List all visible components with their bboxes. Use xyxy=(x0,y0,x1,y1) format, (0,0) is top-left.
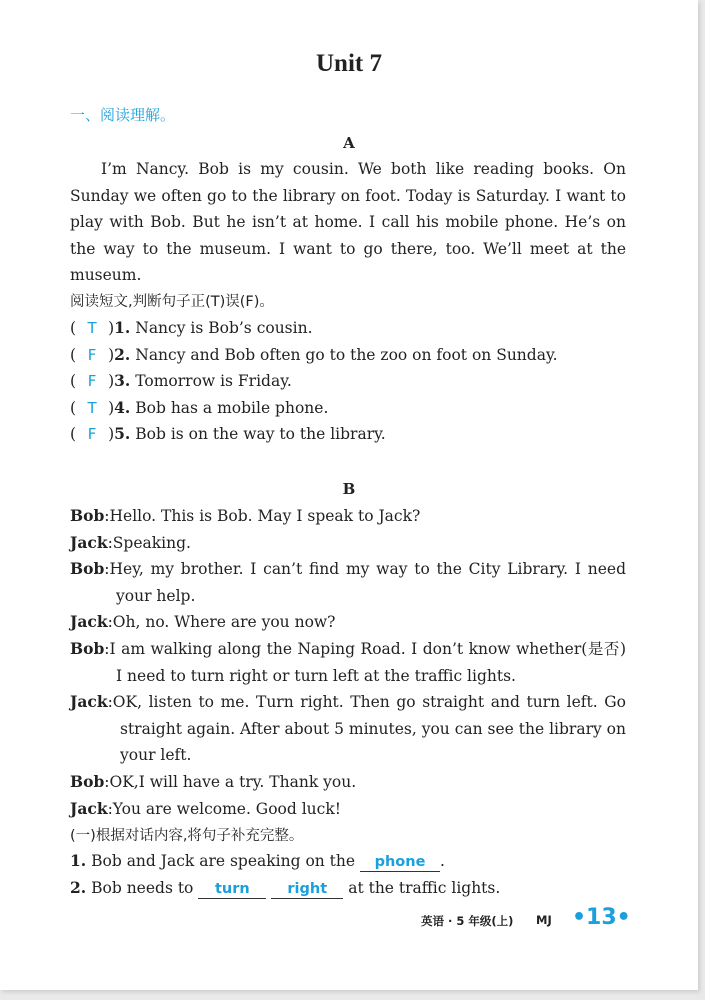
dialogue-line-2: Jack:Speaking. xyxy=(70,533,191,552)
dialogue-line-5: Bob:I am walking along the Naping Road. I don’t know whether(是否) I need to turn right or turn left at the traffic lights. xyxy=(70,639,626,685)
tf-text-3: Tomorrow is Friday. xyxy=(135,372,292,390)
dialogue-line-4: Jack:Oh, no. Where are you now? xyxy=(70,612,336,631)
passage-a-text: I’m Nancy. Bob is my cousin. We both like reading books. On Sunday we often go to the library on foot. Today is Saturday. I want to play with Bob. But he isn’t at home. I call his mobile phone. He’s on the way to the museum. I want to go there, too. We’ll meet at the museum. xyxy=(70,160,626,284)
tf-item-1: ( T )1. Nancy is Bob’s cousin. xyxy=(70,318,313,337)
fill-question-2: 2. Bob needs to turn right at the traffic lights. xyxy=(70,878,501,897)
passage-a-letter: A xyxy=(343,134,355,152)
tf-item-4: ( T )4. Bob has a mobile phone. xyxy=(70,398,329,417)
section-heading-reading: 一、阅读理解。 xyxy=(70,106,176,124)
dialogue-line-8: Jack:You are welcome. Good luck! xyxy=(70,799,341,818)
fill-answer-right: right xyxy=(271,880,343,899)
tf-text-5: Bob is on the way to the library. xyxy=(135,425,386,443)
tf-text-1: Nancy is Bob’s cousin. xyxy=(135,319,313,337)
footer-code: MJ xyxy=(536,913,552,927)
page-number: •13• xyxy=(572,905,631,930)
tf-answer-4: T xyxy=(87,399,97,417)
tf-text-4: Bob has a mobile phone. xyxy=(135,399,329,417)
tf-answer-3: F xyxy=(87,372,97,390)
tf-item-2: ( F )2. Nancy and Bob often go to the zoo on foot on Sunday. xyxy=(70,345,558,364)
passage-b-letter: B xyxy=(342,480,356,498)
dialogue-line-7: Bob:OK,I will have a try. Thank you. xyxy=(70,772,357,791)
dialogue-line-3: Bob:Hey, my brother. I can’t find my way to the City Library. I need your help. xyxy=(70,559,626,605)
page-title: Unit 7 xyxy=(316,50,382,77)
fill-answer-phone: phone xyxy=(360,853,440,872)
fill-question-1: 1. Bob and Jack are speaking on the phone . xyxy=(70,851,445,870)
passage-a-instruction: 阅读短文,判断句子正(T)误(F)。 xyxy=(70,294,274,310)
tf-item-5: ( F )5. Bob is on the way to the library. xyxy=(70,424,386,443)
passage-b-instruction: (一)根据对话内容,将句子补充完整。 xyxy=(70,828,304,844)
dialogue-line-6: Jack:OK, listen to me. Turn right. Then go straight and turn left. Go straight again. After about 5 minutes, you can see the library on your left. xyxy=(70,692,626,764)
dialogue-line-1: Bob:Hello. This is Bob. May I speak to Jack? xyxy=(70,506,421,525)
fill-answer-turn: turn xyxy=(198,880,266,899)
tf-answer-2: F xyxy=(87,346,97,364)
footer-subject: 英语 · 5 年级(上) xyxy=(421,914,514,928)
tf-item-3: ( F )3. Tomorrow is Friday. xyxy=(70,371,292,390)
tf-answer-1: T xyxy=(87,319,97,337)
tf-answer-5: F xyxy=(87,425,97,443)
tf-text-2: Nancy and Bob often go to the zoo on foot on Sunday. xyxy=(135,346,558,364)
